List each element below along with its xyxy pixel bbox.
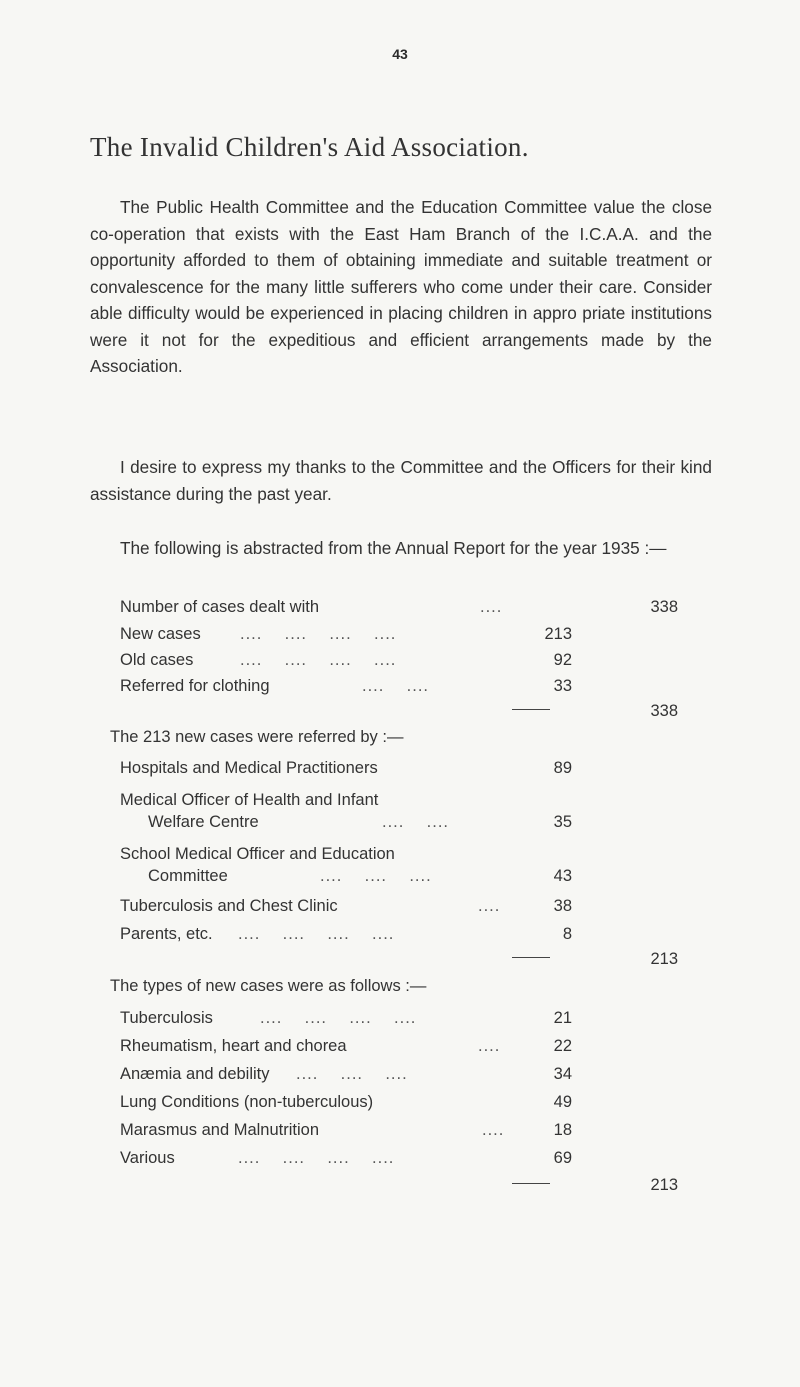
row-value: 18 [553, 1121, 572, 1139]
page-title: The Invalid Children's Aid Association. [90, 132, 529, 162]
row-label: Various [120, 1149, 175, 1167]
dot-leader: .... .... [362, 677, 430, 695]
row-value: 35 [553, 813, 572, 831]
row-value: 43 [553, 867, 572, 885]
row-value: 21 [553, 1009, 572, 1027]
row-label: Parents, etc. [120, 925, 213, 943]
row-value: 22 [553, 1037, 572, 1055]
row-label: Lung Conditions (non-tuberculous) [120, 1093, 374, 1111]
dot-leader: .... .... .... .... [238, 1149, 395, 1167]
sum-rule [512, 957, 550, 958]
row-label: Tuberculosis and Chest Clinic [120, 897, 338, 915]
row-label: Hospitals and Medical Practitioners [120, 759, 378, 777]
referrals-sum: 213 [650, 950, 678, 968]
paragraph-cooperation: The Public Health Committee and the Education Committee value the close co-operation that exists with the East Ham Branch of the I.C.A.A. and the opportunity afforded to them of obtaining immediate and suitable treatment or convalescence for the many little sufferers who come under their care. Consider able difficulty would be experienced in placing children in appro priate institutions were it not for the expeditious and efficient arrangements made by the Association. [90, 197, 712, 376]
dot-leader: .... [478, 897, 501, 915]
dot-leader: .... .... [382, 813, 450, 831]
row-value: 49 [553, 1093, 572, 1111]
row-label: New cases [120, 625, 201, 643]
dot-leader: .... .... .... [296, 1065, 408, 1083]
row-value: 89 [553, 759, 572, 777]
row-value: 38 [553, 897, 572, 915]
row-label: Medical Officer of Health and Infant [120, 791, 379, 809]
row-label: Referred for clothing [120, 677, 270, 695]
sum-rule [512, 1183, 550, 1184]
dot-leader: .... .... .... .... [240, 651, 397, 669]
row-label: School Medical Officer and Education [120, 845, 395, 863]
row-value: 213 [544, 625, 572, 643]
row-value: 338 [650, 598, 678, 616]
dot-leader: .... [478, 1037, 501, 1055]
row-label: Anæmia and debility [120, 1065, 270, 1083]
dot-leader: .... [480, 598, 503, 616]
dot-leader: .... [482, 1121, 505, 1139]
row-label: Tuberculosis [120, 1009, 213, 1027]
row-label: Old cases [120, 651, 194, 669]
row-value: 33 [553, 677, 572, 695]
paragraph-thanks: I desire to express my thanks to the Committee and the Officers for their kind assistance during the past year. [90, 457, 712, 504]
dot-leader: .... .... .... [320, 867, 432, 885]
row-value: 8 [562, 925, 572, 943]
types-sum: 213 [650, 1176, 678, 1194]
row-value: 34 [553, 1065, 572, 1083]
row-label: Committee [148, 867, 228, 885]
sum-rule [512, 709, 550, 710]
row-value: 92 [553, 651, 572, 669]
types-heading: The types of new cases were as follows :— [110, 977, 427, 995]
row-value: 69 [553, 1149, 572, 1167]
row-label: Marasmus and Malnutrition [120, 1121, 319, 1139]
dot-leader: .... .... .... .... [238, 925, 395, 943]
page-number: 43 [392, 46, 408, 62]
cases-sum: 338 [650, 702, 678, 720]
referrals-heading: The 213 new cases were referred by :— [110, 728, 404, 746]
row-label: Welfare Centre [148, 813, 259, 831]
dot-leader: .... .... .... .... [260, 1009, 417, 1027]
dot-leader: .... .... .... .... [240, 625, 397, 643]
row-label: Number of cases dealt with [120, 598, 320, 616]
row-label: Rheumatism, heart and chorea [120, 1037, 347, 1055]
paragraph-abstract-intro: The following is abstracted from the Annual Report for the year 1935 :— [120, 538, 667, 558]
